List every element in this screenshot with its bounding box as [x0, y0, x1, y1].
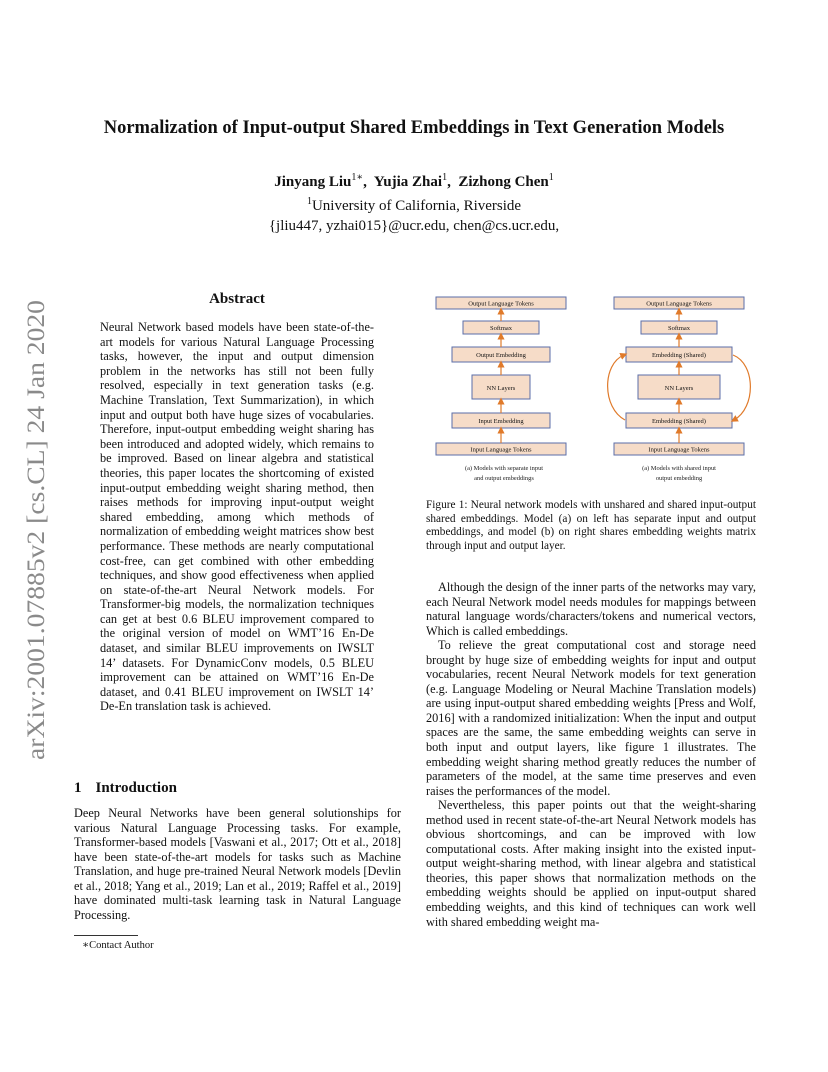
paper-title: Normalization of Input-output Shared Embeddings in Text Generation Models: [103, 118, 725, 138]
author-name: Yujia Zhai: [373, 174, 443, 190]
author-emails: {jliu447, yzhai015}@ucr.edu, chen@cs.ucr.edu,: [268, 218, 560, 234]
section-number: 1: [74, 780, 82, 796]
shared-arrow-right: [733, 355, 750, 420]
subcaption-line: (a) Models with separate input: [464, 465, 544, 472]
box-label: Input Language Tokens: [470, 446, 532, 454]
box-label: Softmax: [667, 325, 691, 332]
abstract-heading: Abstract: [209, 291, 265, 307]
figure-caption: Figure 1: Neural network models with unshared and shared input-output shared embeddings. Model (a) on left has separate input and output embeddings, and model (b) on right shares embedding weights matrix through input and output layer.: [426, 499, 756, 552]
author-name: Jinyang Liu: [274, 174, 352, 190]
diagram-shared-embeddings: [608, 297, 751, 482]
footnote-rule: [74, 935, 138, 936]
author-list: Jinyang Liu$^{1∗}$, Yujia Zhai$^1$, Zizhong Chen$^1$: [274, 172, 554, 190]
abstract-body: [100, 320, 374, 714]
box-label: Output Language Tokens: [646, 300, 712, 308]
diagram-separate-embeddings: [436, 297, 566, 482]
section-title: Introduction: [95, 780, 177, 796]
author-name: Zizhong Chen: [458, 174, 549, 190]
intro-text: Deep Neural Networks have been general solutionships for various Natural Language Processing tasks. For example, Transformer-based models [Vaswani et al., 2017; Ott et al., 2018] have been state-of-the-art models for tasks such as Machine Translation, and huge pre-trained Neural Network models [Devlin et al., 2018; Yang et al., 2019; Lan et al., 2019; Raffel et al., 2019] have dominated multi-task learning task in Natural Language Processing.: [74, 806, 401, 922]
subcaption-line: (a) Models with shared input: [642, 465, 716, 472]
box-label: Input Language Tokens: [648, 446, 710, 454]
affiliation-sup: 1: [306, 196, 312, 207]
footnote: ∗Contact Author: [82, 940, 154, 951]
figure-1: [426, 292, 761, 488]
author-sup: 1: [442, 172, 448, 183]
intro-body: [74, 806, 401, 922]
right-column-body: [426, 580, 756, 929]
paragraph: Although the design of the inner parts of the networks may vary, each Neural Network model needs modules for mappings between natural language words/characters/tokens and numerical vectors, Which is called embeddings.: [426, 580, 756, 638]
arxiv-id: arXiv:2001.07885v2 [cs.CL] 24 Jan 2020: [23, 343, 50, 760]
author-sup: 1: [548, 172, 554, 183]
paragraph: To relieve the great computational cost and storage need brought by huge size of embedding weights for input and output vocabularies, recent Neural Network models for text generation (e.g. Language Modeling or Neural Machine Translation models) are using input-output shared embedding weights [Press and Wolf, 2016] with a randomized initialization: When the input and output spaces are the same, the same embedding weights can serve in both input and output layers, like figure 1 illustrates. The embedding weight sharing method greatly reduces the number of parameters of the model, at the same time preserves and even raises the performances of the model.: [426, 638, 756, 798]
subcaption-line: output embedding: [655, 475, 703, 482]
box-label: Input Embedding: [478, 418, 524, 425]
arxiv-stamp: [20, 298, 52, 760]
abstract-text: Neural Network based models have been state-of-the-art models for various Natural Language Processing tasks, however, the input and output dimension problem in the networks has still not been fully resolved, especially in text generation tasks (e.g. Machine Translation, Text Summarization), in which input and output both have huge sizes of vocabularies. Therefore, input-output embedding weight sharing has been introduced and adopted widely, which remains to be improved. Based on linear algebra and statistical theories, this paper locates the shortcoming of existed input-output embedding weight sharing method, then raises methods for improving input-output weight shared embedding, among which methods of normalization of embedding weight matrices show best performance. These methods are nearly computational cost-free, can get combined with other embedding techniques, and show good effectiveness when applied on state-of-the-art Neural Network models. For Transformer-big models, the normalization techniques can get at best 0.6 BLEU improvement compared to the original version of model on WMT’16 En-De dataset, and similar BLEU improvements on IWSLT 14’ datasets. For DynamicConv models, 0.5 BLEU improvement can be attained on WMT’16 En-De dataset, and 0.41 BLEU improvement on IWSLT 14’ De-En translation task is achieved.: [100, 320, 374, 714]
box-label: Output Language Tokens: [468, 300, 534, 308]
box-label: NN Layers: [664, 385, 694, 392]
affiliation-text: University of California, Riverside: [311, 198, 522, 214]
box-label: Softmax: [489, 325, 513, 332]
shared-arrow-left: [608, 355, 625, 420]
author-sup: 1∗: [351, 172, 364, 183]
box-label: Embedding (Shared): [652, 418, 706, 425]
box-label: Output Embedding: [476, 352, 526, 359]
box-label: NN Layers: [486, 385, 516, 392]
subcaption-line: and output embeddings: [474, 475, 534, 482]
paragraph: Nevertheless, this paper points out that the weight-sharing method used in recent state-of-the-art Neural Network models has obvious shortcomings, and can be improved with low computational costs. After making insight into the existed input-output weight-sharing method, with linear algebra and statistical theories, this paper shows that normalization methods on the embedding weights should be applied on input-output shared embedding weights, and this kind of techniques can work well with shared embedding weight ma-: [426, 798, 756, 929]
affiliation: [40, 196, 788, 215]
section-heading-introduction: [74, 780, 177, 797]
figure-diagram: [426, 292, 761, 488]
box-label: Embedding (Shared): [652, 352, 706, 359]
